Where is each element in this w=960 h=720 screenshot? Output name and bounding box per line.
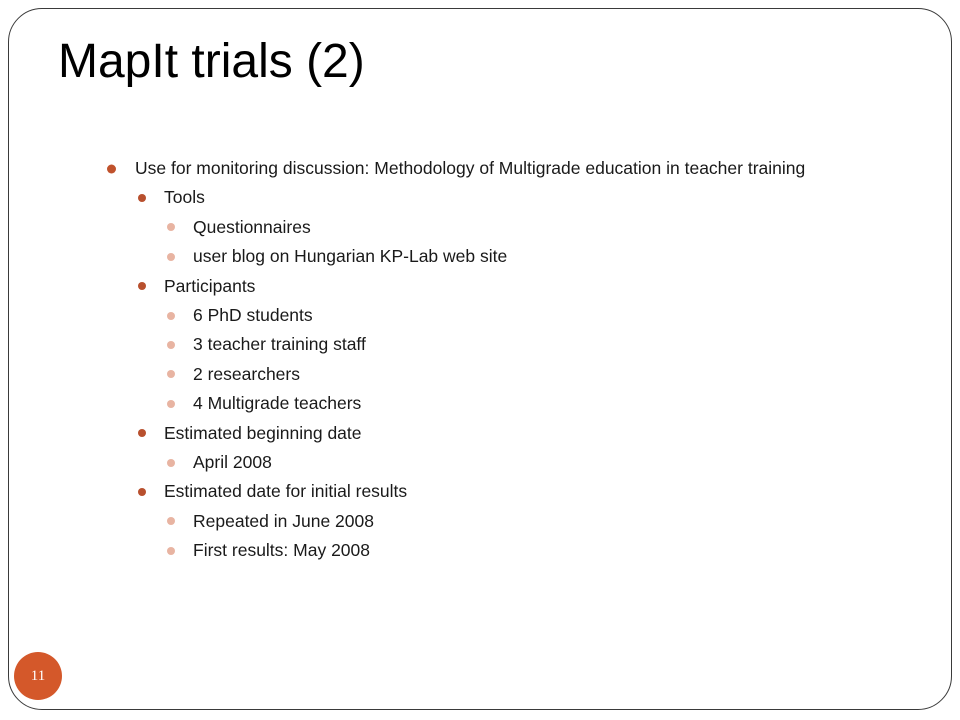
bullet-text: Repeated in June 2008	[193, 510, 374, 531]
bullet-item	[0, 301, 805, 330]
bullet-item	[0, 330, 805, 359]
bullet-dot-icon	[167, 341, 175, 349]
bullet-list	[0, 154, 805, 565]
bullet-item	[0, 389, 805, 418]
bullet-text: 4 Multigrade teachers	[193, 393, 362, 414]
bullet-text: Questionnaires	[193, 216, 311, 237]
bullet-text: 2 researchers	[193, 363, 300, 384]
bullet-text: 3 teacher training staff	[193, 334, 366, 355]
bullet-item	[0, 477, 805, 506]
bullet-text: First results: May 2008	[193, 540, 370, 561]
bullet-dot-icon	[167, 253, 175, 261]
bullet-dot-icon	[167, 517, 175, 525]
bullet-item	[0, 360, 805, 389]
bullet-text: Use for monitoring discussion: Methodology of Multigrade education in teacher training	[135, 158, 806, 178]
bullet-dot-icon	[138, 429, 146, 437]
bullet-item	[0, 213, 805, 242]
bullet-dot-icon	[167, 459, 175, 467]
bullet-item	[0, 272, 805, 301]
bullet-text: April 2008	[193, 451, 272, 472]
bullet-item	[0, 507, 805, 536]
bullet-item	[0, 242, 805, 271]
bullet-dot-icon	[107, 164, 116, 173]
bullet-text: user blog on Hungarian KP-Lab web site	[193, 246, 508, 267]
bullet-text: Estimated beginning date	[164, 422, 362, 443]
bullet-item	[0, 183, 805, 212]
bullet-item	[0, 154, 805, 183]
bullet-dot-icon	[167, 312, 175, 320]
bullet-text: Participants	[164, 275, 256, 296]
bullet-dot-icon	[167, 547, 175, 555]
bullet-dot-icon	[138, 282, 146, 290]
bullet-text: Estimated date for initial results	[164, 481, 408, 502]
bullet-dot-icon	[138, 194, 146, 202]
bullet-text: 6 PhD students	[193, 304, 313, 325]
bullet-item	[0, 419, 805, 448]
bullet-item	[0, 448, 805, 477]
slide-title: MapIt trials (2)	[58, 35, 365, 88]
bullet-dot-icon	[138, 488, 146, 496]
page-number-badge: 11	[14, 652, 62, 700]
bullet-dot-icon	[167, 400, 175, 408]
bullet-item	[0, 536, 805, 565]
bullet-dot-icon	[167, 370, 175, 378]
bullet-text: Tools	[164, 187, 205, 208]
bullet-dot-icon	[167, 223, 175, 231]
